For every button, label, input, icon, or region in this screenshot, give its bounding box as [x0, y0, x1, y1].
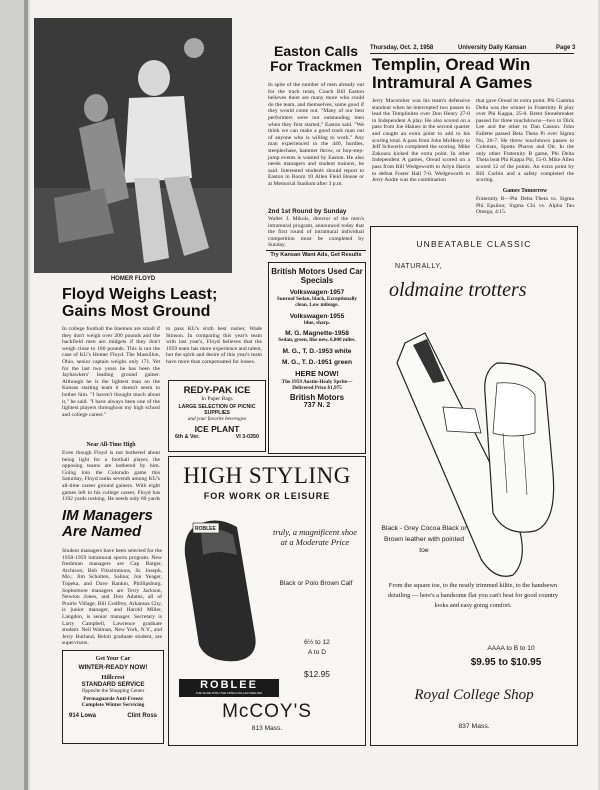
floyd-headline: Floyd Weighs Least; Gains Most Ground: [62, 286, 218, 320]
im-body: Student managers have been selected for the 1958-1959 intramural sports program. New freshman managers are Cap Barger, Atchison; Bob Fitzsimmons, St. Joseph, Mo.; Jim Scholten, Salina; Jon Yeager, Topeka, and Dave Rankin, Phillipsburg. Sophomore managers are Terry Jackson, Newton Jones, and Don Adams, all of Prairie Village. Bill Godfrey, Arkansas City, is junior manager, and Harold Miller, Langdon, is senior manager. Secretary is Larry Campbell, Lawrence graduate student. Neil Walman, New York, N.Y., and Jerry Burland, Beloit graduate student, are supervisors.: [62, 548, 162, 647]
royal-top: UNBEATABLE CLASSIC: [416, 239, 532, 249]
british-footer: British Motors: [289, 392, 345, 402]
page-spine: [24, 0, 28, 790]
new-car: The 1959 Austin-Healy Sprite—Delivered Price $1,975: [281, 378, 353, 391]
british-item-name: M. G. Magnette-1958: [285, 330, 349, 338]
roblee-logo-bar: [179, 679, 279, 697]
floyd-subheading: Near All-Time High: [86, 442, 136, 448]
easton-subheading: 2nd 1st Round by Sunday: [268, 208, 347, 215]
british-title: British Motors Used Car Specials: [271, 267, 363, 285]
british-item-name: Volkswagen-1957: [289, 289, 345, 296]
mccoys-subtitle: FOR WORK OR LEISURE: [203, 491, 331, 501]
here-now: HERE NOW!: [295, 368, 339, 378]
mccoys-address: 813 Mass.: [251, 725, 283, 732]
mccoys-ad: [168, 456, 366, 746]
mccoys-title: HIGH STYLING: [183, 463, 351, 488]
floyd-col1b: Even though Floyd is not bothered about being light for a football player, the opposing teams are bothered by him. Going into the Colorado game this Saturday, Floyd ranks seventh among KU's all-time career ground gainers. With eight games left in his college career, Floyd has 1192 yards rushing. He needs only 60 yards: [62, 450, 160, 503]
royal-price: $9.95 to $10.95: [470, 657, 542, 668]
games-heading: Games Tomorrow: [502, 188, 548, 194]
mccoys-store: McCOY'S: [222, 701, 312, 722]
im-headline: IM Managers Are Named: [62, 507, 153, 540]
easton-body: In spite of the number of men already out for the track team, Coach Bill Easton believes there are many more who could do the team, and themselves, some good if they would come out. "Many of our best performers were not outstanding men when they first started," Easton said. "We think we can make a good track man out of anyone who is willing to work." Any man experienced in the 440, hurdles, steeplechase, hammer throw, or hop-step-jump events is wanted by Easton. He also needs managers and student trainers, he said. Interested students should report to Easton in Room 10 Allen Field House or at Memorial Stadium after 3 p.m.: [268, 82, 364, 187]
british-item-name: M. G., T. D.-1951 green: [282, 358, 352, 366]
mccoys-price: $12.95: [304, 669, 330, 679]
redypak-line2: and your favorite beverages: [187, 416, 247, 422]
hillcrest-phone: 914 Lowa: [69, 713, 97, 719]
hillcrest-l2: WINTER-READY NOW!: [78, 664, 148, 671]
redypak-plant: ICE PLANT: [194, 424, 240, 434]
hillcrest-l6: Permaguarde Anti-Freeze: [83, 696, 143, 702]
british-address: 737 N. 2: [303, 401, 331, 409]
mccoys-sizes: 6½ to 12: [304, 639, 330, 646]
hillcrest-l1: Get Your Car: [95, 656, 131, 662]
royal-naturally: NATURALLY,: [395, 263, 443, 270]
royal-college-ad: [370, 226, 578, 746]
british-items: [269, 289, 365, 366]
british-item-desc: Sunroof Sedan, black, Exceptionally clean. Low mileage.: [276, 296, 358, 309]
games-list: Fraternity B—Phi Delta Theta vs. Sigma Phi Epsilon; Sigma Chi vs. Alpha Tau Omega, 4:15.: [476, 196, 574, 216]
templin-col1: Jerry Macomber was his team's defensive standout when he intercepted two passes to lead the Templinites over Don Henry 27-0 in Independent A play. He also scored on a pass from Joe Haines in the second quarter and caught an extra point to add to his scoring total. A pass from John McHenry to Jeff Schwerin completed the scoring. Mike Zakoura kicked the extra point. In other Independent A games, Oread scored on a pass from Bill Wedgeworth to Arlyn Harris to defeat Foster Hall 7-0. Wedgeworth to Jerry Andre was the combination: [372, 98, 470, 184]
redypak-name: REDY-PAK ICE: [183, 385, 251, 396]
floyd-col2: to pass KU's sixth best rusher, Wade Stinson. In comparing this year's team with last year's, Floyd believes that the 1959 team has more experience and talent, but the spirit and desire of this year's team have more than compensated for losses.: [166, 326, 262, 365]
british-motors-ad: [268, 262, 366, 454]
mccoys-tagline: truly, a magnificent shoe at a Moderate Price: [272, 527, 358, 547]
mccoys-widths: A to D: [308, 649, 326, 656]
header-date: Thursday, Oct. 2, 1958: [370, 45, 434, 51]
hillcrest-l4: STANDARD SERVICE: [81, 681, 145, 688]
header-rule: [370, 53, 574, 54]
royal-script: oldmaine trotters: [389, 279, 527, 301]
royal-sizes: AAAA to B to 10: [487, 645, 535, 652]
hillcrest-l3: Hillcrest: [101, 674, 125, 681]
british-item-name: M. G., T. D.-1953 white: [282, 347, 352, 355]
photo-caption: HOMER FLOYD: [110, 276, 156, 282]
loafer-shoe-illustration: [177, 515, 272, 665]
redypak-address: 6th & Ver.: [175, 434, 200, 440]
hillcrest-ad: [62, 650, 164, 744]
floyd-col1: In college football the linemen are small if they don't weigh over 200 pounds and the backfield men are midgets if they don't weigh close to 180 pounds. This is not the case of KU's Homer Floyd. The Massillon, Ohio, senior captain weighs only 171. Yet for the last two years he has been the Jayhawkers' leading ground gainer. Although he is the lightest man on the Kansas starting team it doesn't seem to bother him. "I haven't thought much about it," he said. "I have always been one of the lightest players throughout my high school and college career.": [62, 326, 160, 418]
british-item-name: Volkswagen-1955: [289, 312, 345, 320]
royal-colors: Black - Grey Cocoa Black or Brown leather with pointed toe: [381, 525, 467, 554]
roblee-brand: ROBLEE: [200, 679, 258, 691]
royal-address: 837 Mass.: [458, 723, 490, 730]
hillcrest-owner: Clint Ross: [127, 713, 157, 719]
redypak-line1: LARGE SELECTION OF PICNIC SUPPLIES: [178, 404, 256, 416]
british-item-desc: blue, sharp.: [303, 319, 331, 326]
royal-desc: From the square toe, to the neatly trimmed kiltie, to the handsewn detailing — here's a handsome flat you can't beat for good country looks and easy going comfort.: [387, 582, 558, 609]
templin-headline: Templin, Oread Win Intramural A Games: [372, 55, 533, 92]
scan-margin: [0, 0, 25, 790]
easton-footer: Try Kansan Want Ads, Get Results: [266, 250, 366, 258]
roblee-slogan: THE SHOE WITH THE OPEN-COLLAR FEELING: [195, 691, 263, 695]
hillcrest-l5: Opposite the Shopping Center: [81, 688, 145, 694]
mccoys-colors: Black or Polo Brown Calf: [279, 580, 353, 587]
redypak-sub: In Paper Bags: [201, 396, 233, 402]
easton-headline: Easton Calls For Trackmen: [270, 43, 362, 74]
easton-sub-body: Walter J. Mikols, director of the men's intramural program, announced today that the first round of intramural individual competition must be completed by Sunday.: [268, 216, 364, 249]
royal-store: Royal College Shop: [414, 687, 534, 703]
header-page: Page 3: [556, 45, 576, 51]
redypak-ad: [168, 380, 266, 452]
redypak-phone: VI 3-0350: [235, 434, 259, 440]
british-item-desc: Sedan, green, like new, 6,000 miles.: [278, 337, 356, 344]
football-photo: [34, 18, 232, 273]
header-paper: University Daily Kansan: [458, 45, 527, 51]
svg-text:ROBLEE: ROBLEE: [195, 526, 216, 532]
templin-col2: that gave Oread its extra point. Phi Gamma Delta was the winner in Fraternity B play over Phi Kappa, 25-0. Brent Stonebreaker passed for three touchdowns—two to Dick Lee and the other to Dan Casson. John Fallette passed Beta Theta Pi over Sigma Nu, 26-7. He threw touchdown passes to Coleman, Spotts Pharos and Ott. In the only other Fraternity B game, Phi Delta Theta beat Phi Kappa Psi, 15-0. Mike Allen scored 12 of the points. An extra point by Bill Corbin and a safety completed the scoring.: [476, 98, 574, 184]
hillcrest-l7: Complete Winter Servicing: [81, 702, 145, 708]
